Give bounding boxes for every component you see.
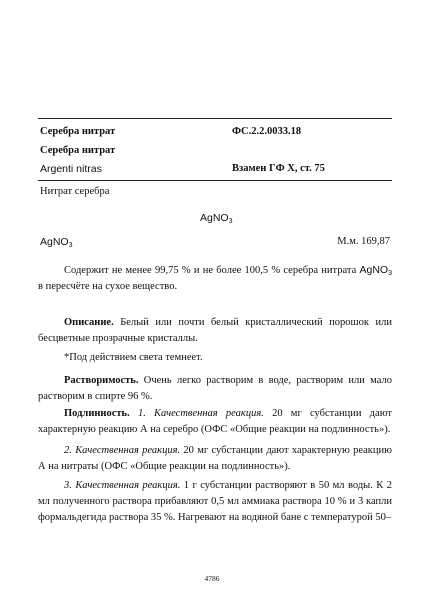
- content-formula-sub: 3: [388, 270, 392, 277]
- reaction-2-num: 2.: [64, 445, 76, 456]
- description-text: Белый или почти белый кристаллический порошок или бесцветные прозрачные кристаллы.: [38, 317, 392, 344]
- reaction-2-text: 20 мг субстанции дают характерную реакцию А на нитраты (ОФС «Общие реакции на подлинность»).: [38, 445, 392, 472]
- title-ru: Серебра нитрат: [40, 126, 116, 137]
- identification-num-1: 1.: [129, 408, 155, 419]
- reaction-2-label: Качественная реакция.: [75, 445, 181, 456]
- title-latin: Argenti nitras: [40, 163, 102, 175]
- solubility-label: Растворимость.: [64, 375, 139, 386]
- molecular-mass: М.м. 169,87: [337, 236, 390, 247]
- description-label: Описание.: [64, 317, 114, 328]
- formula-center-main: AgNO: [200, 212, 229, 224]
- reaction-3-num: 3.: [64, 480, 76, 491]
- content-text-a: Содержит не менее 99,75 % и не более 100,5 % серебра нитрата: [64, 265, 360, 276]
- formula-center-sub: 3: [228, 218, 233, 225]
- replaces-note: Взамен ГФ X, ст. 75: [232, 163, 325, 174]
- identification-reaction-1-label: Качественная реакция.: [154, 408, 264, 419]
- page-number: 4786: [204, 574, 220, 583]
- formula-left-sub: 3: [68, 242, 73, 249]
- formula-center: [200, 212, 233, 224]
- content-paragraph: [38, 262, 392, 295]
- reaction-3-text: 1 г субстанции растворяют в 50 мл воды. К 2 мл полученного раствора прибавляют 0,5 мл аммиака раствора 10 % и 3 капли формальдегида раствора 35 %. Нагревают на водяной бане с температурой 50–: [38, 480, 392, 523]
- title-ru-2: Серебра нитрат: [40, 145, 116, 156]
- reaction-3-label: Качественная реакция.: [75, 480, 181, 491]
- monograph-code: ФС.2.2.0033.18: [232, 126, 302, 137]
- content-text-b: в пересчёте на сухое вещество.: [38, 281, 178, 292]
- solubility-text: Очень легко растворим в воде, растворим или мало растворим в спирте 96 %.: [38, 375, 392, 402]
- identification-reaction-1-text: 20 мг субстанции дают характерную реакцию А на серебро (ОФС «Общие реакции на подлинность»).: [38, 408, 392, 435]
- identification-label: Подлинность.: [64, 408, 130, 419]
- formula-left: [40, 236, 73, 248]
- header-bottom-rule: [38, 180, 392, 181]
- reaction-3-paragraph: [38, 478, 392, 526]
- light-note: *Под действием света темнеет.: [64, 352, 203, 363]
- formula-left-main: AgNO: [40, 236, 69, 248]
- header-top-rule: [38, 118, 392, 119]
- synonym: Нитрат серебра: [40, 186, 110, 197]
- identification-paragraph: [38, 406, 392, 438]
- content-formula: AgNO: [359, 264, 389, 276]
- reaction-2-paragraph: [38, 443, 392, 475]
- description-paragraph: [38, 315, 392, 347]
- solubility-paragraph: [38, 373, 392, 405]
